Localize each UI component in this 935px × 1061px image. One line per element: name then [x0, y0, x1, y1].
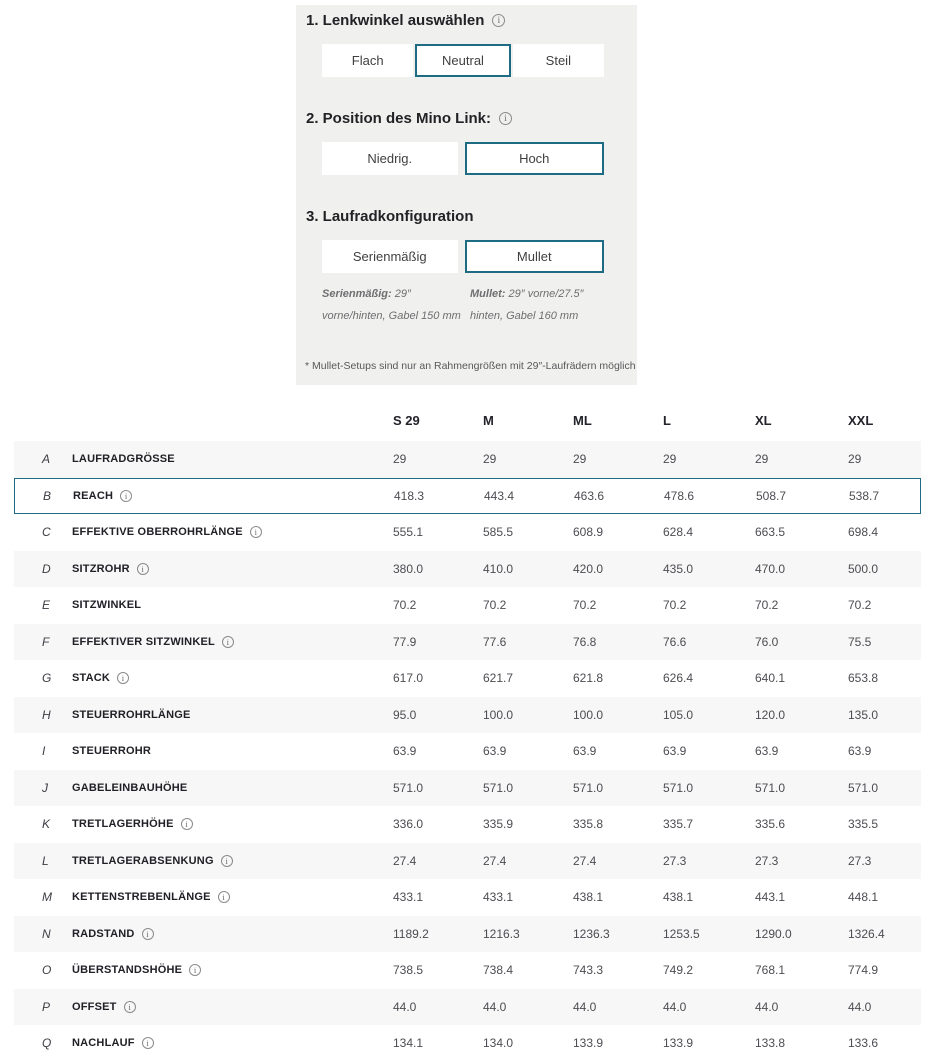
row-value: 133.8 — [755, 1036, 786, 1051]
row-value: 1236.3 — [573, 926, 610, 941]
size-header-m: M — [483, 413, 494, 428]
geometry-row-tretlagerhohe[interactable] — [14, 806, 921, 843]
row-letter: I — [42, 744, 46, 759]
row-value: 738.4 — [483, 963, 514, 978]
row-value: 44.0 — [755, 999, 779, 1014]
configurator-panel — [296, 5, 637, 385]
geometry-row-gabeleinbauhohe[interactable] — [14, 770, 921, 807]
row-value: 29 — [663, 452, 677, 467]
row-label — [72, 782, 393, 794]
row-value: 133.9 — [573, 1036, 604, 1051]
row-value: 380.0 — [393, 561, 424, 576]
info-icon[interactable]: i — [137, 563, 149, 575]
row-label-text: RADSTAND — [72, 927, 135, 940]
row-value: 95.0 — [393, 707, 417, 722]
option-button-flach[interactable]: Flach — [322, 44, 413, 77]
description-lead: Mullet: — [470, 288, 506, 300]
size-header-ml: ML — [573, 413, 592, 428]
row-value: 76.6 — [663, 634, 687, 649]
row-value: 44.0 — [393, 999, 417, 1014]
size-header-s-29: S 29 — [393, 413, 420, 428]
option-button-niedrig[interactable]: Niedrig. — [322, 142, 458, 175]
row-value: 433.1 — [393, 890, 424, 905]
row-value: 335.8 — [573, 817, 604, 832]
row-letter: K — [42, 817, 51, 832]
row-value: 617.0 — [393, 671, 424, 686]
geometry-row-reach[interactable] — [14, 478, 921, 515]
row-value: 135.0 — [848, 707, 879, 722]
row-label — [72, 891, 393, 903]
row-value: 29 — [848, 452, 862, 467]
info-icon[interactable]: i — [142, 1037, 154, 1049]
row-value: 29 — [483, 452, 497, 467]
row-value: 77.9 — [393, 634, 417, 649]
row-value: 77.6 — [483, 634, 507, 649]
row-value: 443.1 — [755, 890, 786, 905]
row-label — [72, 855, 393, 867]
row-label — [72, 745, 393, 757]
configurator-sections — [296, 5, 637, 327]
row-value: 608.9 — [573, 525, 604, 540]
geometry-row-nachlauf[interactable] — [14, 1025, 921, 1061]
geometry-row-offset[interactable] — [14, 989, 921, 1026]
row-label — [72, 964, 393, 976]
row-label-text: SITZROHR — [72, 562, 130, 575]
row-label-text: ÜBERSTANDSHÖHE — [72, 964, 183, 977]
row-value: 410.0 — [483, 561, 514, 576]
configurator-section-2 — [296, 110, 637, 175]
info-icon[interactable]: i — [250, 526, 262, 538]
row-label-text: STEUERROHRLÄNGE — [72, 708, 191, 721]
option-button-steil[interactable]: Steil — [513, 44, 604, 77]
geometry-rows — [14, 441, 921, 1061]
row-label-text: TRETLAGERABSENKUNG — [72, 854, 214, 867]
row-value: 29 — [393, 452, 407, 467]
row-value: 133.6 — [848, 1036, 879, 1051]
row-value: 75.5 — [848, 634, 872, 649]
row-value: 27.3 — [848, 853, 872, 868]
geometry-row-steuerrohr[interactable] — [14, 733, 921, 770]
row-letter: G — [42, 671, 52, 686]
row-label — [72, 599, 393, 611]
row-label — [72, 1037, 393, 1049]
option-description-serienmassig — [322, 283, 461, 327]
row-value: 571.0 — [483, 780, 514, 795]
row-value: 621.8 — [573, 671, 604, 686]
row-value: 433.1 — [483, 890, 514, 905]
row-letter: E — [42, 598, 51, 613]
row-label-text: STACK — [72, 672, 111, 685]
info-icon[interactable]: i — [117, 672, 129, 684]
row-letter: P — [42, 999, 51, 1014]
row-value: 743.3 — [573, 963, 604, 978]
row-label-text: EFFEKTIVE OBERROHRLÄNGE — [72, 526, 243, 539]
row-letter: F — [42, 634, 50, 649]
row-value: 1253.5 — [663, 926, 700, 941]
row-letter: N — [42, 926, 51, 941]
size-header-row — [14, 400, 921, 441]
info-icon[interactable]: i — [218, 891, 230, 903]
row-value: 76.8 — [573, 634, 597, 649]
row-value: 653.8 — [848, 671, 879, 686]
row-value: 63.9 — [393, 744, 417, 759]
row-value: 63.9 — [573, 744, 597, 759]
row-label — [72, 709, 393, 721]
row-value: 420.0 — [573, 561, 604, 576]
section-title — [306, 110, 637, 127]
row-label-text: REACH — [73, 489, 114, 502]
row-value: 134.1 — [393, 1036, 424, 1051]
option-button-group — [322, 142, 604, 175]
size-header-l: L — [663, 413, 671, 428]
row-value: 27.4 — [573, 853, 597, 868]
row-label — [72, 672, 393, 684]
row-letter: C — [42, 525, 51, 540]
row-value: 640.1 — [755, 671, 786, 686]
description-text: 29″ vorne/hinten, Gabel 150 mm — [322, 288, 461, 322]
row-value: 70.2 — [393, 598, 417, 613]
row-value: 105.0 — [663, 707, 694, 722]
row-label-text: EFFEKTIVER SITZWINKEL — [72, 635, 215, 648]
row-value: 70.2 — [848, 598, 872, 613]
info-icon[interactable]: i — [120, 490, 132, 502]
option-button-group — [322, 44, 604, 77]
option-button-group — [322, 240, 604, 273]
option-description-mullet — [470, 283, 608, 327]
row-value: 621.7 — [483, 671, 514, 686]
geometry-row-steuerrohrlange[interactable] — [14, 697, 921, 734]
info-icon[interactable]: i — [142, 928, 154, 940]
row-label-text: STEUERROHR — [72, 745, 152, 758]
row-value: 538.7 — [849, 488, 880, 503]
row-label-text: LAUFRADGRÖSSE — [72, 453, 175, 466]
row-value: 70.2 — [755, 598, 779, 613]
row-value: 63.9 — [848, 744, 872, 759]
row-value: 44.0 — [848, 999, 872, 1014]
row-value: 448.1 — [848, 890, 879, 905]
row-value: 70.2 — [573, 598, 597, 613]
row-letter: M — [42, 890, 52, 905]
row-value: 571.0 — [755, 780, 786, 795]
row-value: 1326.4 — [848, 926, 885, 941]
row-value: 336.0 — [393, 817, 424, 832]
section-title-text: 2. Position des Mino Link: — [306, 110, 492, 127]
info-icon[interactable]: i — [181, 818, 193, 830]
row-value: 438.1 — [573, 890, 604, 905]
row-value: 478.6 — [664, 488, 695, 503]
row-value: 70.2 — [483, 598, 507, 613]
row-value: 134.0 — [483, 1036, 514, 1051]
row-label-text: NACHLAUF — [72, 1037, 135, 1050]
row-letter: J — [42, 780, 48, 795]
description-text: 29″ vorne/27.5″ hinten, Gabel 160 mm — [470, 288, 584, 322]
size-header-xxl: XXL — [848, 413, 874, 428]
row-value: 70.2 — [663, 598, 687, 613]
info-icon[interactable]: i — [222, 636, 234, 648]
row-value: 44.0 — [663, 999, 687, 1014]
mullet-footnote: * Mullet-Setups sind nur an Rahmengrößen mit 29″-Laufrädern möglich — [305, 360, 636, 372]
description-lead: Serienmäßig: — [322, 288, 392, 300]
row-value: 774.9 — [848, 963, 879, 978]
row-value: 27.4 — [393, 853, 417, 868]
section-title — [306, 12, 637, 29]
size-header-xl: XL — [755, 413, 772, 428]
geometry-row-laufradgrosse[interactable] — [14, 441, 921, 478]
geometry-row-kettenstrebenlange[interactable] — [14, 879, 921, 916]
row-value: 438.1 — [663, 890, 694, 905]
section-title — [306, 208, 637, 225]
row-value: 500.0 — [848, 561, 879, 576]
row-value: 749.2 — [663, 963, 694, 978]
row-value: 335.5 — [848, 817, 879, 832]
configurator-section-1 — [296, 12, 637, 77]
option-button-neutral[interactable]: Neutral — [415, 44, 510, 77]
row-value: 100.0 — [483, 707, 514, 722]
row-letter: B — [43, 488, 52, 503]
row-value: 27.3 — [755, 853, 779, 868]
row-value: 1189.2 — [393, 926, 429, 941]
row-label — [72, 928, 393, 940]
row-value: 29 — [755, 452, 769, 467]
row-value: 29 — [573, 452, 587, 467]
row-value: 571.0 — [573, 780, 604, 795]
row-value: 100.0 — [573, 707, 604, 722]
row-value: 335.9 — [483, 817, 514, 832]
section-title-text: 1. Lenkwinkel auswählen — [306, 12, 485, 29]
row-label — [72, 1001, 393, 1013]
row-value: 571.0 — [393, 780, 424, 795]
row-value: 470.0 — [755, 561, 786, 576]
row-value: 585.5 — [483, 525, 514, 540]
geometry-row-effektive-oberrohrlange[interactable] — [14, 514, 921, 551]
info-icon[interactable]: i — [189, 964, 201, 976]
row-letter: Q — [42, 1036, 52, 1051]
option-descriptions — [322, 283, 608, 327]
row-letter: O — [42, 963, 52, 978]
geometry-table — [14, 400, 921, 1061]
geometry-row-stack[interactable] — [14, 660, 921, 697]
info-icon[interactable]: i — [499, 112, 512, 125]
row-value: 663.5 — [755, 525, 786, 540]
row-value: 571.0 — [848, 780, 879, 795]
geometry-row-sitzwinkel[interactable] — [14, 587, 921, 624]
info-icon[interactable]: i — [124, 1001, 136, 1013]
row-value: 626.4 — [663, 671, 694, 686]
row-label-text: GABELEINBAUHÖHE — [72, 781, 188, 794]
row-value: 335.7 — [663, 817, 694, 832]
row-label-text: KETTENSTREBENLÄNGE — [72, 891, 211, 904]
row-value: 571.0 — [663, 780, 694, 795]
row-label — [73, 490, 394, 502]
row-letter: H — [42, 707, 51, 722]
option-button-serienmassig[interactable]: Serienmäßig — [322, 240, 458, 273]
row-value: 508.7 — [756, 488, 787, 503]
option-button-mullet[interactable]: Mullet — [465, 240, 605, 273]
info-icon[interactable]: i — [221, 855, 233, 867]
row-value: 63.9 — [755, 744, 779, 759]
row-label — [72, 453, 393, 465]
row-letter: D — [42, 561, 51, 576]
row-value: 120.0 — [755, 707, 786, 722]
row-value: 768.1 — [755, 963, 786, 978]
option-button-hoch[interactable]: Hoch — [465, 142, 605, 175]
row-label — [72, 636, 393, 648]
row-label — [72, 563, 393, 575]
row-label-text: SITZWINKEL — [72, 599, 142, 612]
geometry-row-radstand[interactable] — [14, 916, 921, 953]
row-value: 463.6 — [574, 488, 605, 503]
row-label — [72, 526, 393, 538]
row-value: 435.0 — [663, 561, 694, 576]
row-letter: A — [42, 452, 51, 467]
row-value: 1290.0 — [755, 926, 792, 941]
row-value: 698.4 — [848, 525, 879, 540]
row-value: 1216.3 — [483, 926, 520, 941]
geometry-row-tretlagerabsenkung[interactable] — [14, 843, 921, 880]
row-value: 27.3 — [663, 853, 687, 868]
row-value: 63.9 — [663, 744, 687, 759]
row-value: 133.9 — [663, 1036, 694, 1051]
row-value: 418.3 — [394, 488, 425, 503]
row-value: 628.4 — [663, 525, 694, 540]
row-value: 555.1 — [393, 525, 424, 540]
row-label-text: OFFSET — [72, 1000, 117, 1013]
row-label-text: TRETLAGERHÖHE — [72, 818, 174, 831]
row-value: 27.4 — [483, 853, 507, 868]
row-value: 63.9 — [483, 744, 507, 759]
row-value: 44.0 — [573, 999, 597, 1014]
configurator-section-3 — [296, 208, 637, 327]
geometry-row-effektiver-sitzwinkel[interactable] — [14, 624, 921, 661]
info-icon[interactable]: i — [492, 14, 505, 27]
row-letter: L — [42, 853, 49, 868]
row-value: 76.0 — [755, 634, 779, 649]
geometry-row-sitzrohr[interactable] — [14, 551, 921, 588]
row-value: 44.0 — [483, 999, 507, 1014]
row-label — [72, 818, 393, 830]
section-title-text: 3. Laufradkonfiguration — [306, 208, 474, 225]
row-value: 443.4 — [484, 488, 515, 503]
row-value: 738.5 — [393, 963, 424, 978]
row-value: 335.6 — [755, 817, 786, 832]
geometry-row-uberstandshohe[interactable] — [14, 952, 921, 989]
